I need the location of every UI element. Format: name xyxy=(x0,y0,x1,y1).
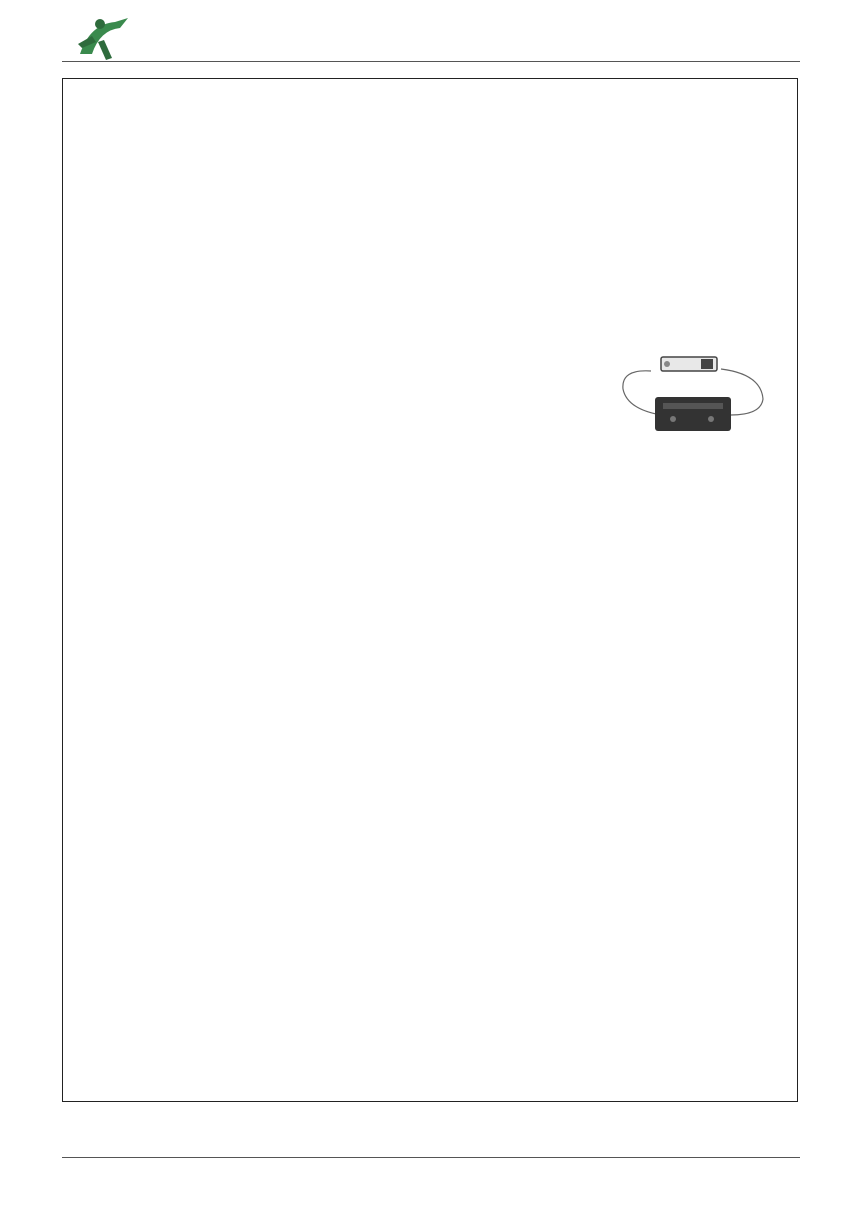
page-header xyxy=(0,0,860,70)
circuit-photo xyxy=(611,349,771,439)
runner-logo-icon xyxy=(70,14,130,64)
header-divider xyxy=(62,61,800,62)
site-logo[interactable] xyxy=(70,14,270,64)
question-frame xyxy=(62,78,798,1102)
footer-divider xyxy=(62,1157,800,1158)
